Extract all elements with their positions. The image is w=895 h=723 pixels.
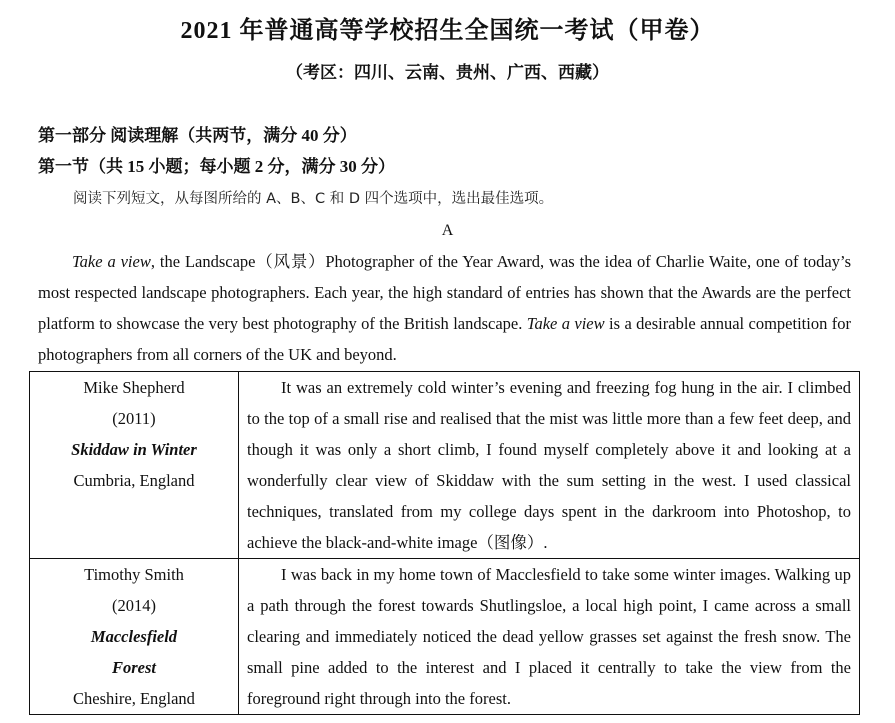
entry-location: Cumbria, England	[73, 471, 195, 490]
entry-photographer: Mike Shepherd	[83, 378, 185, 397]
entry-work-title-cont: Forest	[111, 658, 156, 677]
intro-title-2: Take a view	[526, 314, 605, 333]
entry-meta	[30, 372, 239, 559]
passage-intro	[38, 246, 851, 370]
part-heading: 第一部分 阅读理解（共两节，满分 40 分）	[38, 126, 357, 145]
exam-regions: （考区：四川、云南、贵州、广西、西藏）	[286, 63, 609, 82]
entry-year: (2014)	[112, 596, 156, 615]
section-instructions: 阅读下列短文，从每图所给的 A、B、C 和 D 四个选项中，选出最佳选项。	[73, 191, 554, 207]
entry-photographer: Timothy Smith	[84, 565, 184, 584]
table-row	[30, 372, 860, 559]
entry-work-title: Macclesfield	[90, 627, 178, 646]
entry-location: Cheshire, England	[73, 689, 195, 708]
table-row	[30, 559, 860, 715]
entry-year: (2011)	[112, 409, 156, 428]
entry-meta	[30, 559, 239, 715]
intro-text-1: , the Landscape（风景）Photographer of the Year Award, was the idea of Charlie Waite, one of today’s most respected landscape photographers. Each year, the high standard of entries has shown that the Awards are the perfect platform to showcase the very best photography of the British landscape.	[38, 252, 851, 333]
exam-title: 2021 年普通高等学校招生全国统一考试（甲卷）	[180, 18, 715, 44]
entry-work-title: Skiddaw in Winter	[71, 440, 197, 459]
entry-description: It was an extremely cold winter’s evening and freezing fog hung in the air. I climbed to the top of a small rise and realised that the mist was little more than a few feet deep, and though it was only a short climb, I found myself completely above it and looking at a wonderfully clear view of Skiddaw with the sum setting in the west. I used classical techniques, translated from my college days spent in the darkroom into Photoshop, to achieve the black-and-white image（图像）.	[239, 372, 860, 559]
passage-label: A	[441, 222, 454, 239]
intro-text-2: is a desirable annual competition for photographers from all corners of the UK and beyond.	[38, 314, 851, 364]
entry-description: I was back in my home town of Macclesfield to take some winter images. Walking up a path through the forest towards Shutlingsloe, a local high point, I came across a small clearing and immediately noticed the dead yellow grasses set against the fresh snow. The small pine added to the interest and I placed it centrally to take the view from the foreground right through into the forest.	[239, 559, 860, 715]
section-heading: 第一节（共 15 小题；每小题 2 分，满分 30 分）	[38, 157, 395, 176]
entries-table	[29, 371, 860, 715]
intro-title-1: Take a view	[72, 252, 151, 271]
